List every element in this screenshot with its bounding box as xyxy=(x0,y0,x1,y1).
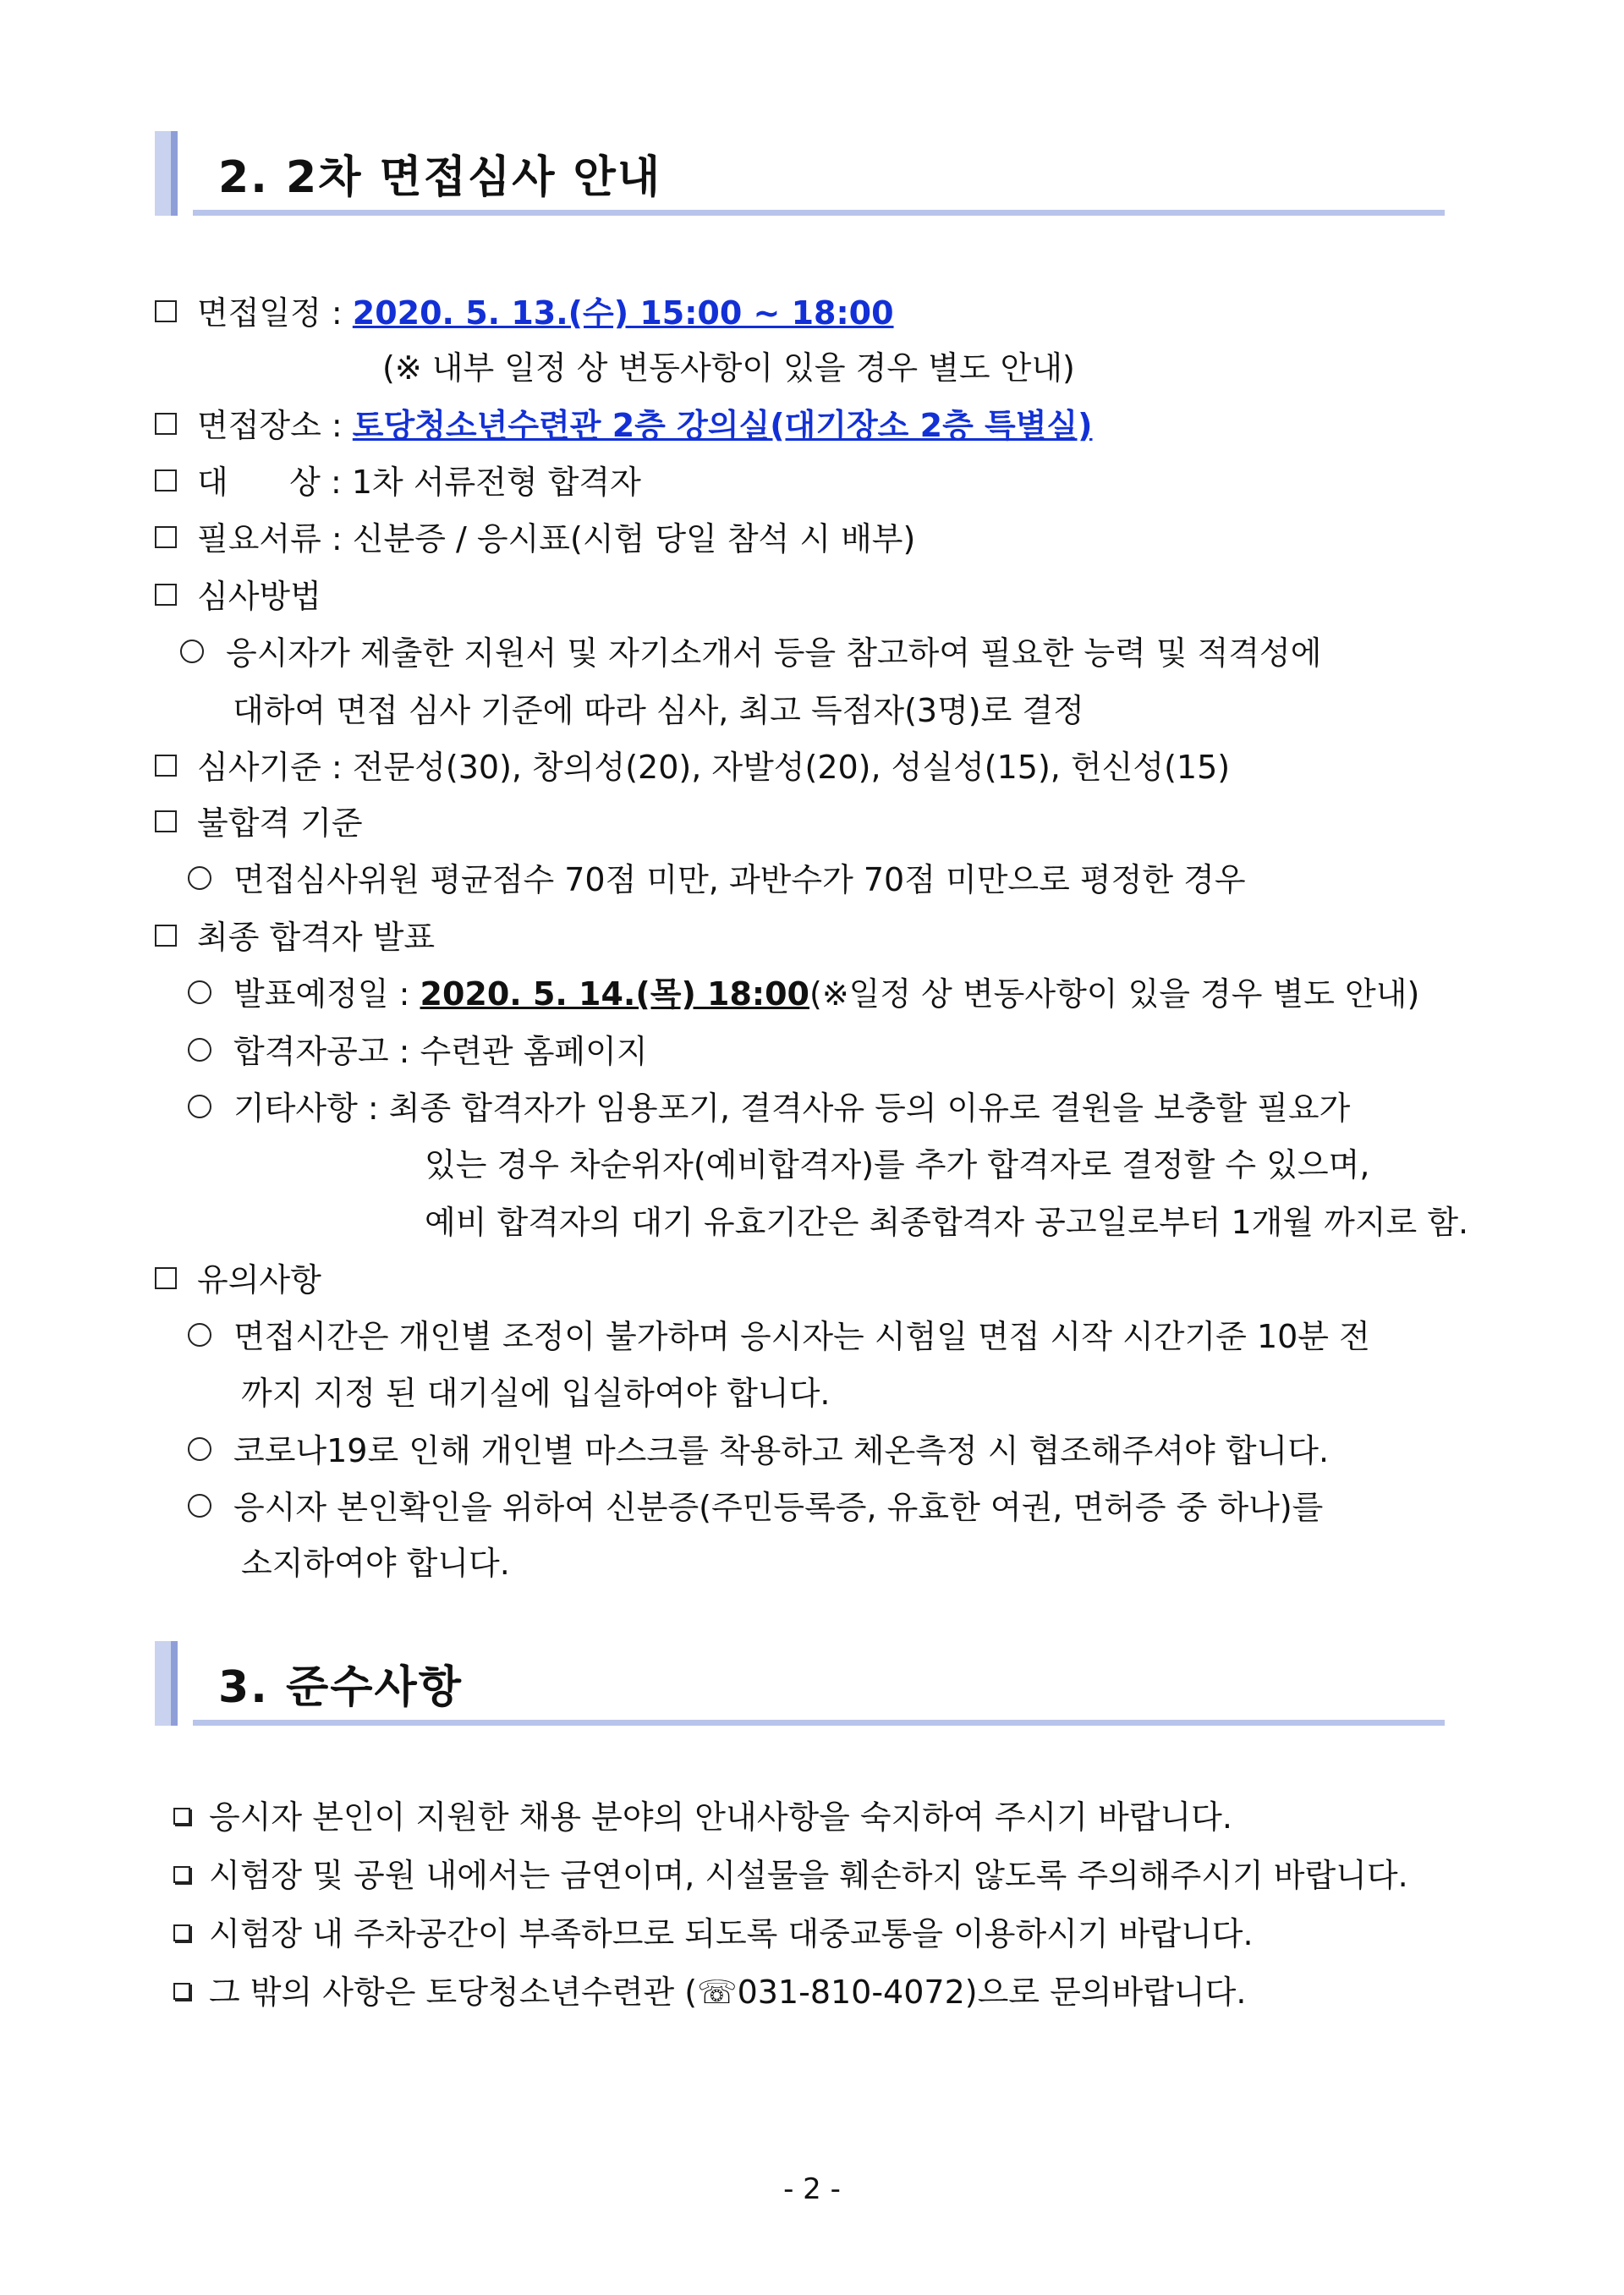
circle-bullet-icon xyxy=(188,980,211,1004)
checkbox-square-icon xyxy=(155,526,177,548)
announcement-date-line: 발표예정일 : 2020. 5. 14.(목) 18:00(※일정 상 변동사항이 있을 경우 별도 안내) xyxy=(188,973,1419,1015)
interview-date-value: 2020. 5. 13.(수) 15:00 ~ 18:00 xyxy=(352,294,894,332)
header-accent-bar-inner xyxy=(171,1641,178,1726)
announcement-date-value: 2020. 5. 14.(목) 18:00 xyxy=(420,975,809,1013)
circle-bullet-icon xyxy=(188,1437,211,1461)
section-3-header xyxy=(155,1641,1445,1726)
compliance-item-3: 시험장 내 주차공간이 부족하므로 되도록 대중교통을 이용하시기 바랍니다. xyxy=(173,1913,1254,1955)
precautions-heading: 유의사항 xyxy=(155,1259,321,1301)
final-announcement-heading: 최종 합격자 발표 xyxy=(155,916,435,958)
header-underline xyxy=(193,1720,1445,1726)
precaution-item-2: 코로나19로 인해 개인별 마스크를 착용하고 체온측정 시 협조해주셔야 합니다. xyxy=(188,1430,1329,1472)
section-2-header xyxy=(155,131,1445,216)
section-3-title: 3. 준수사항 xyxy=(218,1662,463,1713)
required-docs-line: 필요서류 : 신분증 / 응시표(시험 당일 참석 시 배부) xyxy=(155,518,915,560)
checkbox-square-icon xyxy=(155,584,177,606)
precaution-item-1: 면접시간은 개인별 조정이 불가하며 응시자는 시험일 면접 시작 시간기준 10분 전 xyxy=(188,1315,1370,1358)
review-method-heading: 심사방법 xyxy=(155,575,321,618)
checkbox-square-icon xyxy=(155,810,177,832)
fail-criteria-item: 면접심사위원 평균점수 70점 미만, 과반수가 70점 미만으로 평정한 경우 xyxy=(188,859,1246,901)
precaution-item-3: 응시자 본인확인을 위하여 신분증(주민등록증, 유효한 여권, 면허증 중 하나)를 xyxy=(188,1486,1323,1529)
circle-bullet-icon xyxy=(180,640,204,663)
review-method-item: 응시자가 제출한 지원서 및 자기소개서 등을 참고하여 필요한 능력 및 적격성에 xyxy=(180,632,1321,674)
circle-bullet-icon xyxy=(188,866,211,890)
checkbox-square-icon xyxy=(155,755,177,777)
shadow-square-bullet-icon xyxy=(173,1983,190,2000)
circle-bullet-icon xyxy=(188,1494,211,1518)
checkbox-square-icon xyxy=(155,469,177,491)
shadow-square-bullet-icon xyxy=(173,1808,190,1825)
circle-bullet-icon xyxy=(188,1095,211,1118)
precaution-item-3-cont: 소지하여야 합니다. xyxy=(241,1545,510,1582)
compliance-item-1: 응시자 본인이 지원한 채용 분야의 안내사항을 숙지하여 주시기 바랍니다. xyxy=(173,1796,1232,1838)
circle-bullet-icon xyxy=(188,1323,211,1347)
checkbox-square-icon xyxy=(155,1267,177,1289)
other-matters-line: 기타사항 : 최종 합격자가 임용포기, 결격사유 등의 이유로 결원을 보충할 필요가 xyxy=(188,1087,1350,1129)
checkbox-square-icon xyxy=(155,925,177,947)
header-underline xyxy=(193,210,1445,216)
page-number: - 2 - xyxy=(783,2172,841,2206)
other-matters-cont-2: 예비 합격자의 대기 유효기간은 최종합격자 공고일로부터 1개월 까지로 함. xyxy=(425,1204,1469,1241)
checkbox-square-icon xyxy=(155,413,177,435)
interview-place-value: 토당청소년수련관 2층 강의실(대기장소 2층 특별실) xyxy=(352,407,1093,444)
interview-date-line: 면접일정 : 2020. 5. 13.(수) 15:00 ~ 18:00 xyxy=(155,292,894,334)
interview-place-line: 면접장소 : 토당청소년수련관 2층 강의실(대기장소 2층 특별실) xyxy=(155,404,1093,447)
review-method-item-cont: 대하여 면접 심사 기준에 따라 심사, 최고 득점자(3명)로 결정 xyxy=(233,692,1084,729)
shadow-square-bullet-icon xyxy=(173,1866,190,1883)
circle-bullet-icon xyxy=(188,1038,211,1062)
interview-date-note: (※ 내부 일정 상 변동사항이 있을 경우 별도 안내) xyxy=(382,349,1075,387)
review-criteria-line: 심사기준 : 전문성(30), 창의성(20), 자발성(20), 성실성(15), 헌신성(15) xyxy=(155,746,1230,788)
header-accent-bar xyxy=(155,1641,171,1726)
shadow-square-bullet-icon xyxy=(173,1924,190,1941)
compliance-item-4: 그 밖의 사항은 토당청소년수련관 (☏031-810-4072)으로 문의바랍니다. xyxy=(173,1971,1246,2013)
target-line: 대 상 : 1차 서류전형 합격자 xyxy=(155,461,641,503)
fail-criteria-heading: 불합격 기준 xyxy=(155,802,363,844)
other-matters-cont-1: 있는 경우 차순위자(예비합격자)를 추가 합격자로 결정할 수 있으며, xyxy=(425,1146,1370,1183)
announcement-venue-line: 합격자공고 : 수련관 홈페이지 xyxy=(188,1030,648,1073)
precaution-item-1-cont: 까지 지정 된 대기실에 입실하여야 합니다. xyxy=(241,1375,831,1412)
compliance-item-2: 시험장 및 공원 내에서는 금연이며, 시설물을 훼손하지 않도록 주의해주시기 바랍니다. xyxy=(173,1854,1408,1897)
header-accent-bar-inner xyxy=(171,131,178,216)
header-accent-bar xyxy=(155,131,171,216)
section-2-title: 2. 2차 면접심사 안내 xyxy=(218,152,662,203)
checkbox-square-icon xyxy=(155,300,177,322)
